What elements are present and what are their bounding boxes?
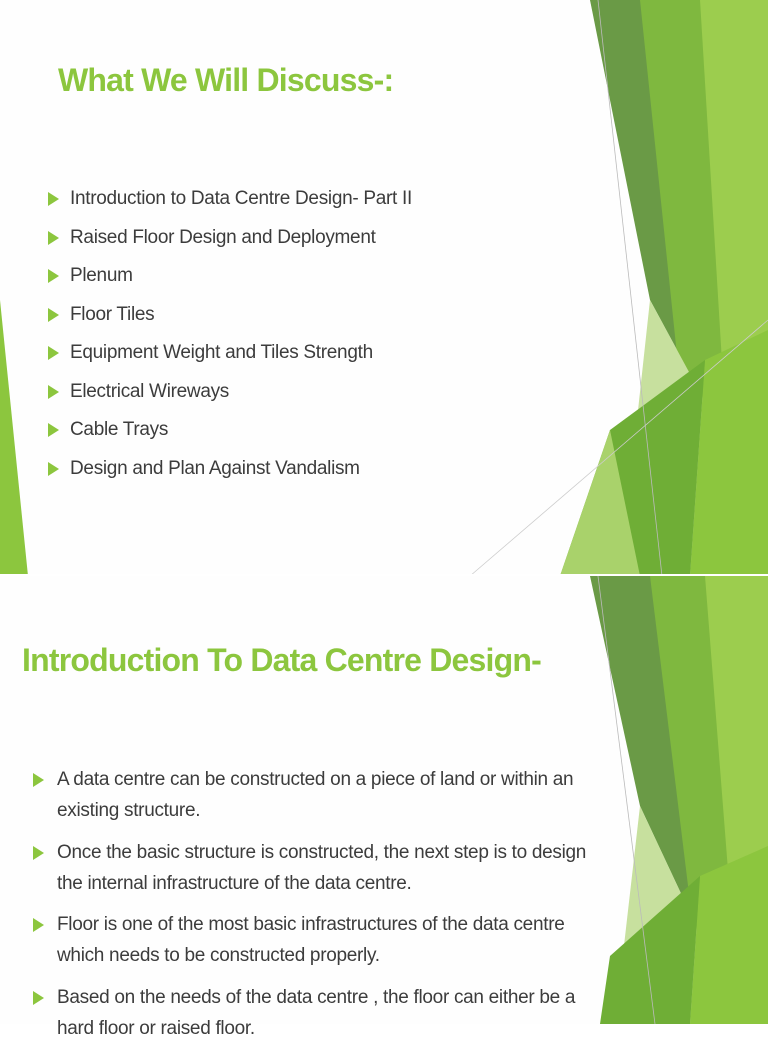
list-item-text: Floor is one of the most basic infrastructures of the data centre which needs to be constructed properly.: [57, 914, 564, 966]
list-item-text: Floor Tiles: [70, 304, 154, 325]
list-item-text: Electrical Wireways: [70, 381, 229, 402]
bullet-list: [33, 764, 613, 1054]
triangle-right-icon: [33, 991, 44, 1005]
list-item: [48, 377, 568, 416]
triangle-right-icon: [33, 773, 44, 787]
list-item: [48, 415, 568, 454]
triangle-right-icon: [48, 231, 59, 245]
list-item: [48, 300, 568, 339]
list-item-text: Equipment Weight and Tiles Strength: [70, 342, 373, 363]
triangle-right-icon: [48, 385, 59, 399]
triangle-right-icon: [48, 346, 59, 360]
list-item: [48, 338, 568, 377]
list-item: [33, 764, 613, 837]
slide-2: [0, 576, 768, 1024]
triangle-right-icon: [48, 462, 59, 476]
slide-title: What We Will Discuss-:: [58, 62, 393, 99]
list-item-text: Cable Trays: [70, 419, 168, 440]
slide-divider: [0, 574, 768, 576]
triangle-right-icon: [48, 192, 59, 206]
list-item-text: Design and Plan Against Vandalism: [70, 458, 360, 479]
list-item: [48, 454, 568, 493]
list-item: [48, 184, 568, 223]
triangle-right-icon: [48, 308, 59, 322]
slide-title: Introduction To Data Centre Design-: [22, 642, 541, 679]
list-item: [33, 909, 613, 982]
list-item: [48, 223, 568, 262]
list-item-text: A data centre can be constructed on a piece of land or within an existing structure.: [57, 769, 573, 821]
list-item-text: Plenum: [70, 265, 133, 286]
triangle-right-icon: [48, 269, 59, 283]
list-item-text: Introduction to Data Centre Design- Part II: [70, 188, 412, 209]
triangle-right-icon: [33, 918, 44, 932]
triangle-right-icon: [48, 423, 59, 437]
list-item: [48, 261, 568, 300]
bullet-list: [48, 184, 568, 492]
list-item-text: Raised Floor Design and Deployment: [70, 227, 376, 248]
list-item-text: Based on the needs of the data centre , the floor can either be a hard floor or raised floor.: [57, 987, 575, 1039]
list-item: [33, 982, 613, 1054]
list-item: [33, 837, 613, 910]
triangle-right-icon: [33, 846, 44, 860]
list-item-text: Once the basic structure is constructed, the next step is to design the internal infrastructure of the data centre.: [57, 842, 586, 894]
